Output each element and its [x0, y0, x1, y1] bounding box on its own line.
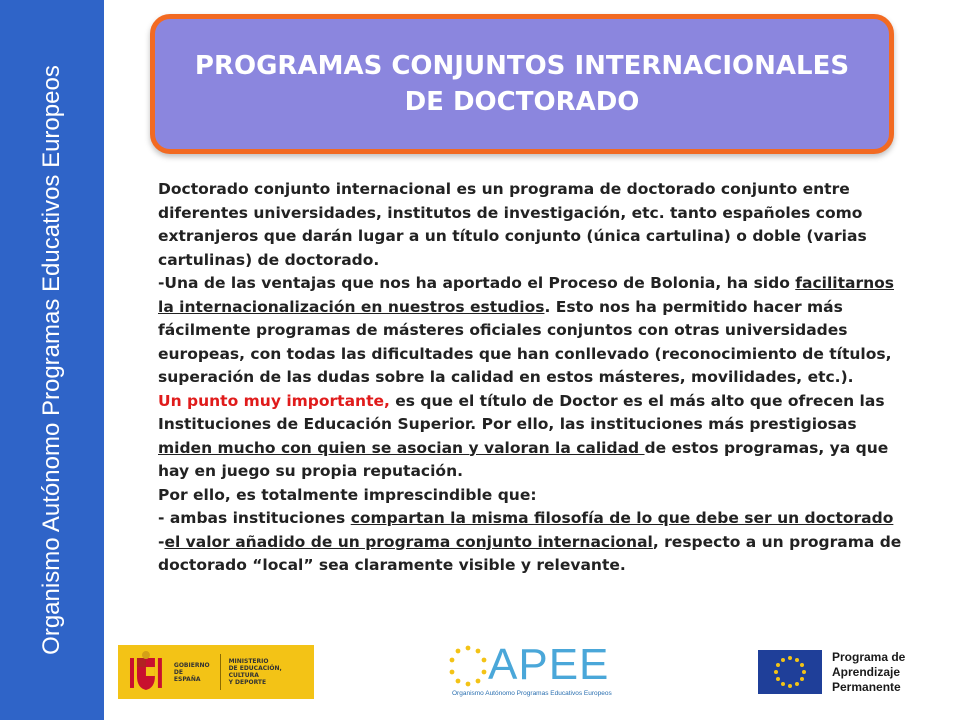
slide-body — [158, 178, 908, 578]
eu-stars-icon — [758, 650, 822, 694]
paragraph-bolonia — [158, 272, 908, 390]
requirement-philosophy-text: - ambas instituciones — [158, 509, 351, 527]
eu-program-text — [832, 650, 905, 695]
gobierno-logo — [118, 645, 314, 699]
paragraph-bolonia-text-b: . Esto nos ha permitido hacer más fácilmente programas de másteres oficiales conjuntos con otras universidades europeas, con todas las dificultades que han conllevado (reconocimiento de títulos, superación de las dudas sobre la calidad en estos másteres, movilidades, etc.). — [158, 297, 892, 386]
paragraph-requirements-intro — [158, 484, 908, 508]
ministerio-line2: DE EDUCACIÓN, CULTURA — [228, 665, 282, 679]
paragraph-important-text-a: es que el título de Doctor es el más alto que ofrecen las Instituciones de Educación Superior. Por ello, las instituciones más prestigiosas — [158, 391, 885, 433]
gobierno-line2: DE ESPAÑA — [173, 668, 201, 683]
requirement-added-value-text: , respecto a un programa de doctorado “local” sea claramente visible y relevante. — [158, 532, 902, 574]
paragraph-important — [158, 390, 908, 484]
paragraph-important-underlined: miden mucho con quien se asocian y valoran la calidad — [158, 438, 645, 457]
ministerio-text — [229, 658, 314, 686]
gobierno-divider — [220, 654, 221, 690]
paragraph-definition — [158, 178, 908, 272]
apee-subtitle: Organismo Autónomo Programas Educativos Europeos — [452, 690, 612, 697]
sidebar — [0, 0, 104, 720]
requirement-philosophy-underlined: compartan la misma filosofía de lo que debe ser un doctorado — [350, 509, 894, 527]
paragraph-bolonia-text-a: -Una de las ventajas que nos ha aportado el Proceso de Bolonia, ha sido — [158, 274, 796, 292]
requirement-added-value-dash: - — [158, 532, 165, 551]
paragraph-important-text-b: de estos programas, ya que hay en juego su propia reputación. — [158, 438, 889, 480]
spain-coat-of-arms-icon — [128, 650, 164, 694]
eu-line2: Aprendizaje — [832, 664, 901, 679]
ministerio-line3: Y DEPORTE — [228, 679, 267, 686]
eu-line1: Programa de — [832, 649, 906, 664]
requirements-intro-text: Por ello, es totalmente imprescindible que: — [158, 485, 537, 504]
paragraph-definition-text: Doctorado conjunto internacional es un programa de doctorado conjunto entre diferentes universidades, institutos de investigación, etc. tanto españoles como extranjeros que darán lugar a un título conjunto (única cartulina) o doble (varias cartulinas) de doctorado. — [158, 180, 867, 269]
ministerio-line1: MINISTERIO — [228, 658, 269, 665]
paragraph-bolonia-underlined: facilitarnos la internacionalización en nuestros estudios — [158, 274, 895, 316]
eu-line3: Permanente — [832, 679, 901, 694]
footer-logos — [0, 630, 960, 720]
important-highlight: Un punto muy importante, — [158, 391, 390, 410]
title-box — [150, 14, 894, 154]
sidebar-organization-name: Organismo Autónomo Programas Educativos Europeos — [38, 65, 65, 655]
requirement-added-value-underlined: el valor añadido de un programa conjunto internacional — [164, 532, 653, 551]
requirement-item-philosophy — [158, 507, 908, 531]
requirement-item-added-value — [158, 531, 908, 578]
apee-logo — [448, 640, 628, 704]
apee-stars-icon — [448, 644, 488, 688]
eu-flag-icon — [758, 650, 822, 694]
gobierno-line1: GOBIERNO — [173, 661, 210, 669]
lifelong-learning-logo — [758, 644, 938, 700]
slide-title: PROGRAMAS CONJUNTOS INTERNACIONALES DE DOCTORADO — [194, 51, 850, 117]
gobierno-text — [174, 662, 212, 683]
apee-wordmark: APEE — [488, 640, 610, 689]
